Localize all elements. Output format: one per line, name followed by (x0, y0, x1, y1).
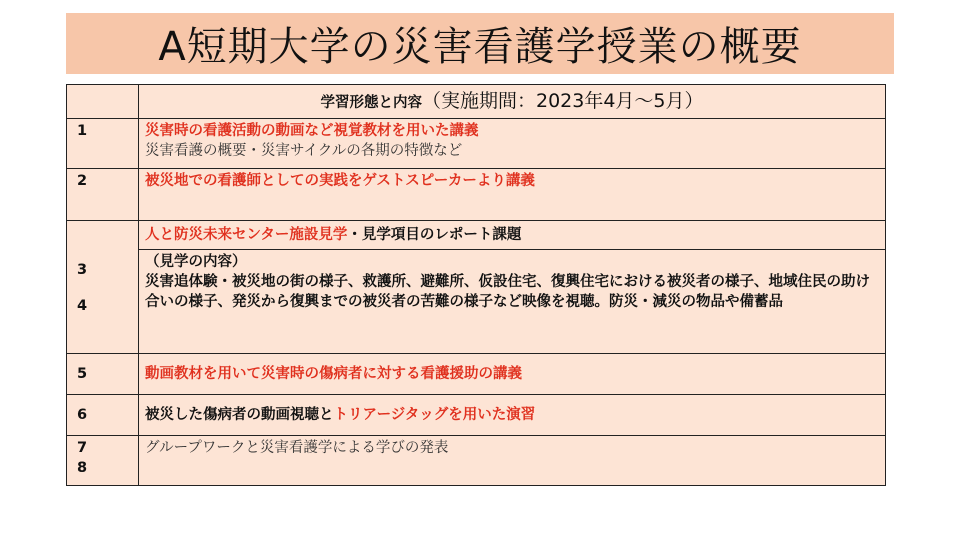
session-number: 8 (77, 460, 88, 476)
session-number: 4 (77, 298, 88, 314)
header-cell (139, 85, 886, 119)
session-content (139, 169, 886, 221)
course-outline-table (66, 84, 886, 486)
table-row (67, 436, 886, 486)
table-row (67, 395, 886, 436)
table-row (67, 119, 886, 169)
session-subtitle: （見学の内容） (145, 254, 247, 270)
session-highlight: トリアージタッグを用いた演習 (333, 407, 536, 423)
session-content (139, 436, 886, 486)
session-suffix: ・見学項目のレポート課題 (347, 227, 522, 243)
session-content (139, 354, 886, 395)
session-content (139, 221, 886, 250)
session-highlight: 災害時の看護活動の動画など視覚教材を用いた講義 (145, 123, 479, 139)
session-highlight: 人と防災未来センター施設見学 (145, 227, 348, 243)
session-number-group (67, 221, 139, 354)
table-row (67, 250, 886, 354)
session-content (139, 119, 886, 169)
page-title: A短期大学の災害看護学授業の概要 (158, 24, 802, 70)
table-header-row (67, 85, 886, 119)
session-number: 3 (77, 262, 88, 278)
session-content (139, 250, 886, 354)
session-detail: グループワークと災害看護学による学びの発表 (145, 440, 449, 456)
session-number-group (67, 436, 139, 486)
session-detail: 災害看護の概要・災害サイクルの各期の特徴など (145, 143, 463, 159)
table-row (67, 354, 886, 395)
session-highlight: 被災地での看護師としての実践をゲストスピーカーより講義 (145, 173, 535, 189)
session-number: 5 (67, 354, 139, 395)
title-banner (66, 13, 894, 74)
header-period: （実施期間：2023年4月〜5月） (421, 89, 704, 112)
session-number: 1 (67, 119, 139, 169)
session-number: 6 (67, 395, 139, 436)
session-number: 2 (67, 169, 139, 221)
table-row (67, 221, 886, 250)
header-label: 学習形態と内容 (320, 94, 422, 111)
session-detail: 災害追体験・被災地の街の様子、救護所、避難所、仮設住宅、復興住宅における被災者の様子、地域住民の助け合いの様子、発災から復興までの被災者の苦難の様子など映像を視聴。防災・減災の物品や備蓄品 (145, 274, 870, 310)
session-number: 7 (77, 440, 88, 456)
table-row (67, 169, 886, 221)
header-blank-cell (67, 85, 139, 119)
session-highlight: 動画教材を用いて災害時の傷病者に対する看護援助の講義 (145, 366, 522, 382)
session-prefix: 被災した傷病者の動画視聴と (145, 407, 334, 423)
session-content (139, 395, 886, 436)
